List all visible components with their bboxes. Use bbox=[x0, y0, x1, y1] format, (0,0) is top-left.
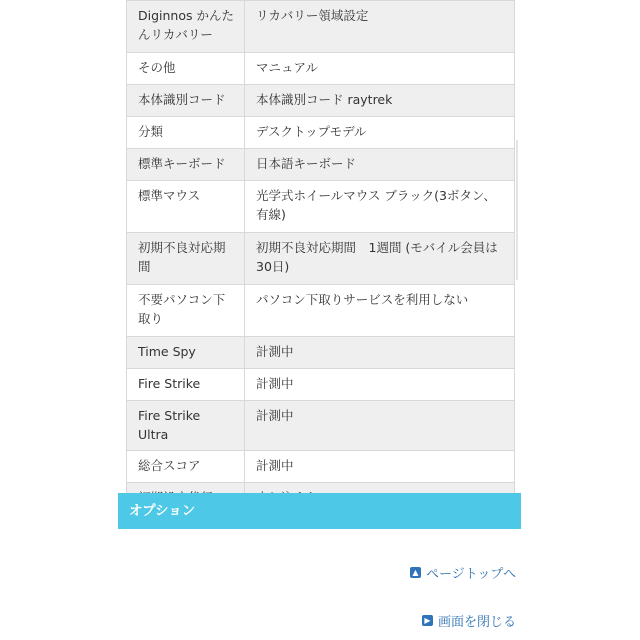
spec-value: パソコン下取りサービスを利用しない bbox=[245, 285, 515, 337]
spec-row-initial-defect bbox=[127, 233, 515, 285]
scrollbar-track[interactable] bbox=[516, 140, 518, 280]
arrow-icon: ▶ bbox=[422, 615, 433, 626]
spec-row-category bbox=[127, 117, 515, 149]
spec-label: 標準マウス bbox=[127, 181, 245, 233]
spec-value: 計測中 bbox=[245, 451, 515, 483]
spec-value: リカバリー領域設定 bbox=[245, 1, 515, 53]
spec-label: 総合スコア bbox=[127, 451, 245, 483]
spec-label: Fire Strike bbox=[127, 369, 245, 401]
spec-row-recovery bbox=[127, 1, 515, 53]
spec-table bbox=[126, 0, 515, 515]
spec-row-total-score bbox=[127, 451, 515, 483]
spec-label: その他 bbox=[127, 53, 245, 85]
spec-value: 初期不良対応期間 1週間 (モバイル会員は30日) bbox=[245, 233, 515, 285]
spec-label: 不要パソコン下取り bbox=[127, 285, 245, 337]
section-title: オプション bbox=[129, 503, 196, 519]
spec-row-fire-strike-ultra bbox=[127, 401, 515, 451]
spec-label: Diginnos かんたんリカバリー bbox=[127, 1, 245, 53]
page-top-link[interactable] bbox=[410, 563, 516, 582]
spec-label: Fire Strike Ultra bbox=[127, 401, 245, 451]
spec-value: 日本語キーボード bbox=[245, 149, 515, 181]
spec-row-keyboard bbox=[127, 149, 515, 181]
spec-row-time-spy bbox=[127, 337, 515, 369]
spec-label: 標準キーボード bbox=[127, 149, 245, 181]
spec-row-fire-strike bbox=[127, 369, 515, 401]
spec-row-trade-in bbox=[127, 285, 515, 337]
section-header-options bbox=[118, 493, 521, 529]
spec-value: デスクトップモデル bbox=[245, 117, 515, 149]
spec-row-mouse bbox=[127, 181, 515, 233]
arrow-icon: ▲ bbox=[410, 567, 421, 578]
spec-value: 光学式ホイールマウス ブラック(3ボタン、有線) bbox=[245, 181, 515, 233]
spec-value: 計測中 bbox=[245, 401, 515, 451]
close-window-link-label: 画面を閉じる bbox=[438, 615, 517, 630]
spec-label: Time Spy bbox=[127, 337, 245, 369]
spec-label: 初期不良対応期間 bbox=[127, 233, 245, 285]
spec-value: 計測中 bbox=[245, 369, 515, 401]
spec-row-id-code bbox=[127, 85, 515, 117]
spec-value: 計測中 bbox=[245, 337, 515, 369]
spec-value: マニュアル bbox=[245, 53, 515, 85]
spec-label: 分類 bbox=[127, 117, 245, 149]
spec-row-other bbox=[127, 53, 515, 85]
spec-label: 本体識別コード bbox=[127, 85, 245, 117]
close-window-link[interactable] bbox=[422, 611, 516, 630]
spec-value: 本体識別コード raytrek bbox=[245, 85, 515, 117]
page-top-link-label: ページトップへ bbox=[426, 567, 517, 582]
